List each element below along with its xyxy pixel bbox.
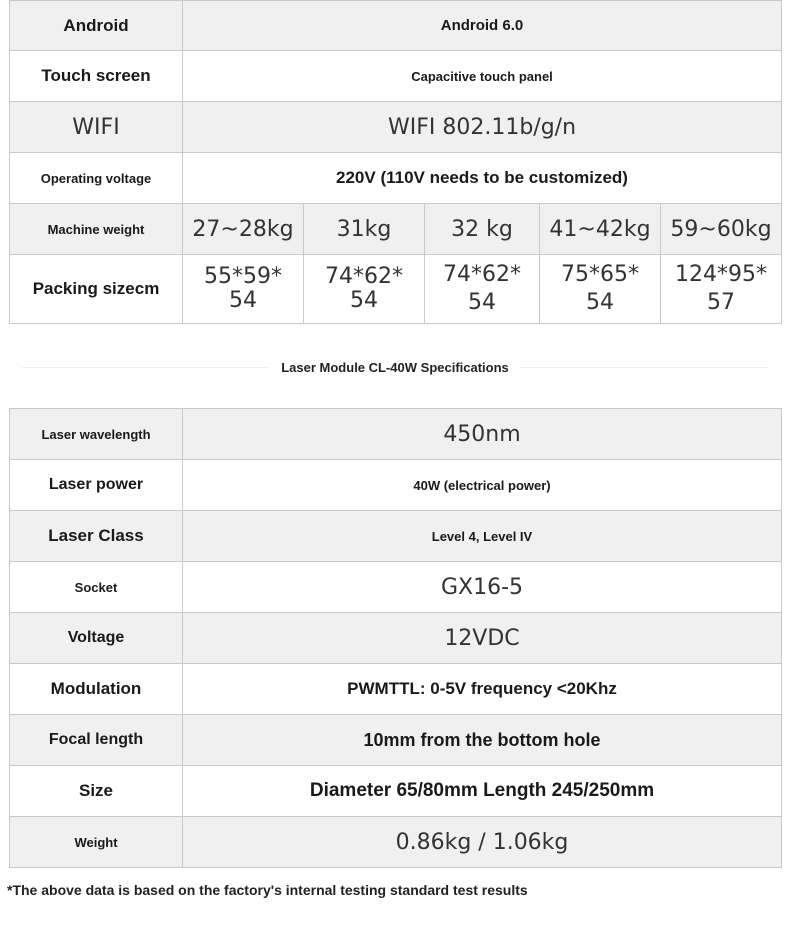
packing-size-line: 54	[229, 288, 257, 313]
machine-weight-value: 41~42kg	[540, 204, 661, 255]
packing-size-line: 74*62*	[325, 264, 403, 289]
packing-size-value	[304, 255, 425, 324]
laser-section-title	[22, 356, 768, 378]
wifi-label: WIFI	[10, 102, 183, 153]
machine-weight-value: 31kg	[304, 204, 425, 255]
machine-weight-value: 27~28kg	[183, 204, 304, 255]
voltage-label: Voltage	[10, 613, 183, 664]
packing-size-value	[540, 255, 661, 324]
packing-size-label: Packing sizecm	[10, 255, 183, 324]
laser-class-label: Laser Class	[10, 511, 183, 562]
laser-power-value: 40W (electrical power)	[183, 460, 782, 511]
table-row	[10, 460, 782, 511]
laser-class-value: Level 4, Level IV	[183, 511, 782, 562]
focal-length-label: Focal length	[10, 715, 183, 766]
weight-value: 0.86kg / 1.06kg	[183, 817, 782, 868]
packing-size-line: 54	[586, 290, 614, 315]
table-row	[10, 817, 782, 868]
table-row	[10, 562, 782, 613]
operating-voltage-value: 220V (110V needs to be customized)	[183, 153, 782, 204]
table-row	[10, 766, 782, 817]
machine-spec-table	[9, 0, 782, 324]
laser-spec-table	[9, 408, 782, 868]
touch-screen-value: Capacitive touch panel	[183, 51, 782, 102]
touch-screen-label: Touch screen	[10, 51, 183, 102]
modulation-label: Modulation	[10, 664, 183, 715]
modulation-value: PWMTTL: 0-5V frequency <20Khz	[183, 664, 782, 715]
table-row	[10, 613, 782, 664]
table-row	[10, 715, 782, 766]
section-title-text: Laser Module CL-40W Specifications	[281, 359, 509, 375]
table-row	[10, 51, 782, 102]
table-row	[10, 102, 782, 153]
table-row	[10, 409, 782, 460]
wifi-value: WIFI 802.11b/g/n	[183, 102, 782, 153]
table-row	[10, 153, 782, 204]
voltage-value: 12VDC	[183, 613, 782, 664]
laser-power-label: Laser power	[10, 460, 183, 511]
packing-size-line: 75*65*	[561, 262, 639, 287]
size-value: Diameter 65/80mm Length 245/250mm	[183, 766, 782, 817]
packing-size-line: 54	[468, 290, 496, 315]
laser-wavelength-value: 450nm	[183, 409, 782, 460]
table-row	[10, 664, 782, 715]
weight-label: Weight	[10, 817, 183, 868]
footnote: *The above data is based on the factory's internal testing standard test results	[7, 882, 528, 898]
focal-length-value: 10mm from the bottom hole	[183, 715, 782, 766]
packing-size-line: 57	[707, 290, 735, 315]
table-row	[10, 204, 782, 255]
packing-size-value	[183, 255, 304, 324]
android-label: Android	[10, 1, 183, 51]
packing-size-line: 124*95*	[675, 262, 767, 287]
socket-label: Socket	[10, 562, 183, 613]
machine-weight-label: Machine weight	[10, 204, 183, 255]
machine-weight-value: 59~60kg	[661, 204, 782, 255]
packing-size-value	[425, 255, 540, 324]
packing-size-value	[661, 255, 782, 324]
operating-voltage-label: Operating voltage	[10, 153, 183, 204]
divider	[521, 367, 768, 368]
machine-weight-value: 32 kg	[425, 204, 540, 255]
table-row	[10, 255, 782, 324]
laser-wavelength-label: Laser wavelength	[10, 409, 183, 460]
packing-size-line: 54	[350, 288, 378, 313]
packing-size-line: 74*62*	[443, 262, 521, 287]
divider	[22, 367, 269, 368]
android-value: Android 6.0	[183, 1, 782, 51]
socket-value: GX16-5	[183, 562, 782, 613]
table-row	[10, 511, 782, 562]
size-label: Size	[10, 766, 183, 817]
table-row	[10, 1, 782, 51]
packing-size-line: 55*59*	[204, 264, 282, 289]
